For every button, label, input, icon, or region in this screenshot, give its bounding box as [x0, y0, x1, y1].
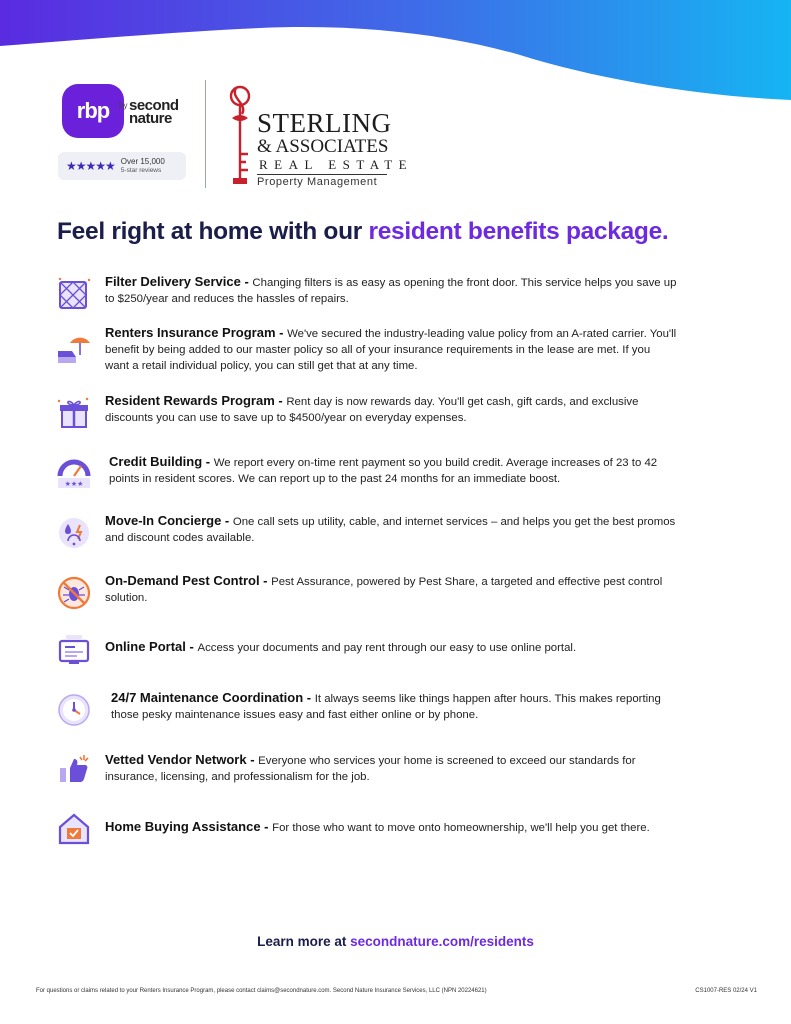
- rbp-by-label: by: [119, 101, 128, 110]
- sterling-name: STERLING: [257, 108, 392, 138]
- benefit-desc: solution.: [105, 592, 148, 604]
- residents-link[interactable]: secondnature.com/residents: [350, 934, 534, 949]
- sterling-rule: [257, 174, 387, 175]
- page-headline: [57, 218, 668, 246]
- benefit-title: Renters Insurance Program -: [105, 325, 288, 340]
- benefit-desc: points in resident scores. We can report up to the past 24 months for an immediate boost.: [109, 473, 561, 485]
- reviews-count: Over 15,000: [120, 156, 165, 166]
- benefit-desc: want a retail individual policy, you can still get that at any time.: [105, 360, 418, 372]
- benefit-desc: For those who want to move onto homeownership, we'll help you get there.: [272, 822, 650, 834]
- benefit-desc: and discount codes available.: [105, 532, 255, 544]
- benefit-desc: Changing filters is as easy as opening the front door. This service helps you save up: [252, 277, 677, 289]
- benefit-desc: It always seems like things happen after hours. This makes reporting: [314, 693, 661, 705]
- sterling-associates: & ASSOCIATES: [257, 136, 389, 157]
- headline-highlight: resident benefits package.: [368, 218, 669, 245]
- benefit-desc: insurance, licensing, and professionalism for the job.: [105, 771, 370, 783]
- thumbs-up-icon: [56, 752, 92, 788]
- insurance-fine-print: For questions or claims related to your Renters Insurance Program, please contact claims@secondnature.com. Second Nature Insurance Services, LLC (NPN 20224621): [36, 988, 487, 994]
- benefit-title: Resident Rewards Program -: [105, 393, 287, 408]
- benefit-title: 24/7 Maintenance Coordination -: [111, 690, 315, 705]
- clock-icon: [56, 692, 92, 728]
- filter-icon: [56, 276, 92, 312]
- form-code: CS1007-RES 02/24 V1: [695, 988, 757, 994]
- benefit-desc: Access your documents and pay rent through our easy to use online portal.: [197, 642, 577, 654]
- portal-icon: [56, 633, 92, 669]
- reviews-badge: [58, 152, 186, 180]
- benefit-title: Move-In Concierge -: [105, 513, 233, 528]
- sterling-real-estate: REAL ESTATE: [259, 157, 414, 172]
- svg-text:★★★: ★★★: [64, 481, 84, 488]
- benefit-desc: to $250/year and reduces the hassles of repairs.: [105, 293, 349, 305]
- benefit-title: Credit Building -: [109, 454, 214, 469]
- sterling-property-management: Property Management: [257, 176, 378, 188]
- pest-control-icon: [56, 575, 92, 611]
- benefit-desc: discounts you can use to save up to $4500/year on everyday expenses.: [105, 412, 467, 424]
- home-check-icon: [56, 811, 92, 847]
- benefit-desc: those pesky maintenance issues easy and fast either online or by phone.: [111, 709, 479, 721]
- credit-gauge-icon: [56, 456, 92, 492]
- benefit-title: Home Buying Assistance -: [105, 819, 273, 834]
- benefit-title: Online Portal -: [105, 639, 198, 654]
- umbrella-insurance-icon: [56, 333, 92, 369]
- benefit-desc: Everyone who services your home is screened to exceed our standards for: [258, 755, 636, 767]
- learn-more-cta: [0, 934, 791, 949]
- benefit-desc: We report every on-time rent payment so you build credit. Average increases of 23 to 42: [213, 457, 658, 469]
- benefit-desc: One call sets up utility, cable, and internet services – and helps you get the best promos: [232, 516, 676, 528]
- utilities-icon: [56, 515, 92, 551]
- reviews-caption: 5-star reviews: [120, 166, 162, 174]
- benefit-title: Vetted Vendor Network -: [105, 752, 259, 767]
- logo-divider: [205, 80, 206, 188]
- gift-icon: [56, 395, 92, 431]
- benefit-desc: benefit by being added to our master policy so all of your insurance requirements in the lease are met. If you: [105, 344, 651, 356]
- cta-prefix: Learn more at: [257, 934, 351, 949]
- second-nature-wordmark: second nature: [129, 97, 179, 127]
- benefit-desc: We've secured the industry-leading value policy from an A-rated carrier. You'll: [287, 328, 677, 340]
- headline-prefix: Feel right at home with our: [57, 218, 369, 245]
- benefit-desc: Pest Assurance, powered by Pest Share, a targeted and effective pest control: [271, 576, 663, 588]
- five-star-icon: ★★★★★: [66, 159, 115, 173]
- benefit-title: On-Demand Pest Control -: [105, 573, 272, 588]
- benefit-title: Filter Delivery Service -: [105, 274, 253, 289]
- rbp-logo: rbp: [62, 84, 124, 138]
- key-logo-icon: [222, 82, 258, 190]
- benefit-desc: Rent day is now rewards day. You'll get cash, gift cards, and exclusive: [286, 396, 639, 408]
